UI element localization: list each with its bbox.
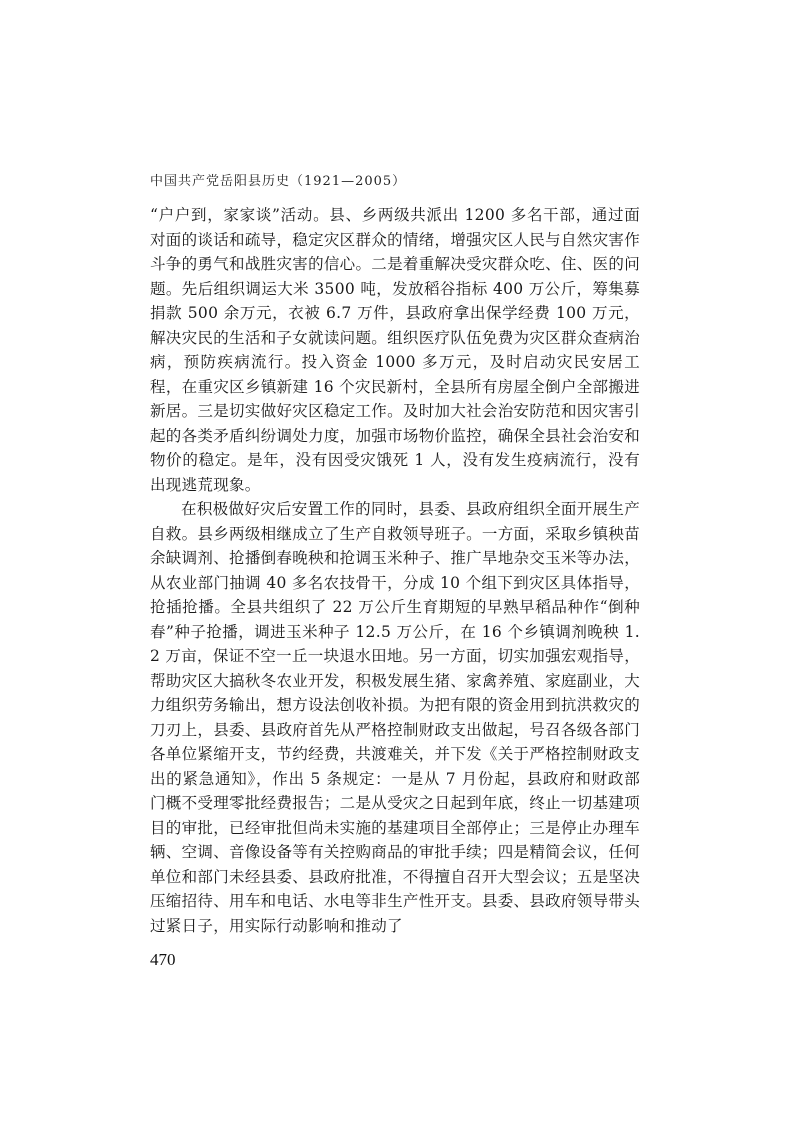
paragraph-relief-measures: “户户到，家家谈”活动。县、乡两级共派出 1200 多名干部，通过面对面的谈话和疏导，稳定灾区群众的情绪，增强灾区人民与自然灾害作斗争的勇气和战胜灾害的信心。二是着重解决受灾群众吃、住、医的问题。先后组织调运大米 3500 吨，发放稻谷指标 400 万公斤，筹集募捐款 500 余万元，衣被 6.7 万件，县政府拿出保学经费 100 万元，解决灾民的生活和子女就读问题。组织医疗队伍免费为灾区群众查病治病，预防疾病流行。投入资金 1000 多万元，及时启动灾民安居工程，在重灾区乡镇新建 16 个灾民新村，全县所有房屋全倒户全部搬进新居。三是切实做好灾区稳定工作。及时加大社会治安防范和因灾害引起的各类矛盾纠纷调处力度，加强市场物价监控，确保全县社会治安和物价的稳定。是年，没有因受灾饿死 1 人，没有发生疫病流行，没有出现逃荒现象。 bbox=[150, 206, 640, 494]
running-header: 中国共产党岳阳县历史（1921—2005） bbox=[150, 174, 407, 189]
page-number: 470 bbox=[150, 950, 176, 969]
paragraph-production-self-help: 在积极做好灾后安置工作的同时，县委、县政府组织全面开展生产自救。县乡两级相继成立了生产自救领导班子。一方面，采取乡镇秧苗余缺调剂、抢播倒春晚秧和抢调玉米种子、推广旱地杂交玉米等办法，从农业部门抽调 40 多名农技骨干，分成 10 个组下到灾区具体指导，抢插抢播。全县共组织了 22 万公斤生育期短的早熟早稻品种作“倒种春”种子抢播，调进玉米种子 12.5 万公斤，在 16 个乡镇调剂晚秧 1.2 万亩，保证不空一丘一块退水田地。另一方面，切实加强宏观指导，帮助灾区大搞秋冬农业开发，积极发展生猪、家禽养殖、家庭副业，大力组织劳务输出，想方设法创收补损。为把有限的资金用到抗洪救灾的刀刃上，县委、县政府首先从严格控制财政支出做起，号召各级各部门各单位紧缩开支，节约经费，共渡难关，并下发《关于严格控制财政支出的紧急通知》，作出 5 条规定：一是从 7 月份起，县政府和财政部门概不受理零批经费报告；二是从受灾之日起到年底，终止一切基建项目的审批，已经审批但尚未实施的基建项目全部停止；三是停止办理车辆、空调、音像设备等有关控购商品的审批手续；四是精简会议，任何单位和部门未经县委、县政府批准，不得擅自召开大型会议；五是坚决压缩招待、用车和电话、水电等非生产性开支。县委、县政府领导带头过紧日子，用实际行动影响和推动了 bbox=[150, 500, 640, 935]
body-text bbox=[150, 203, 640, 938]
